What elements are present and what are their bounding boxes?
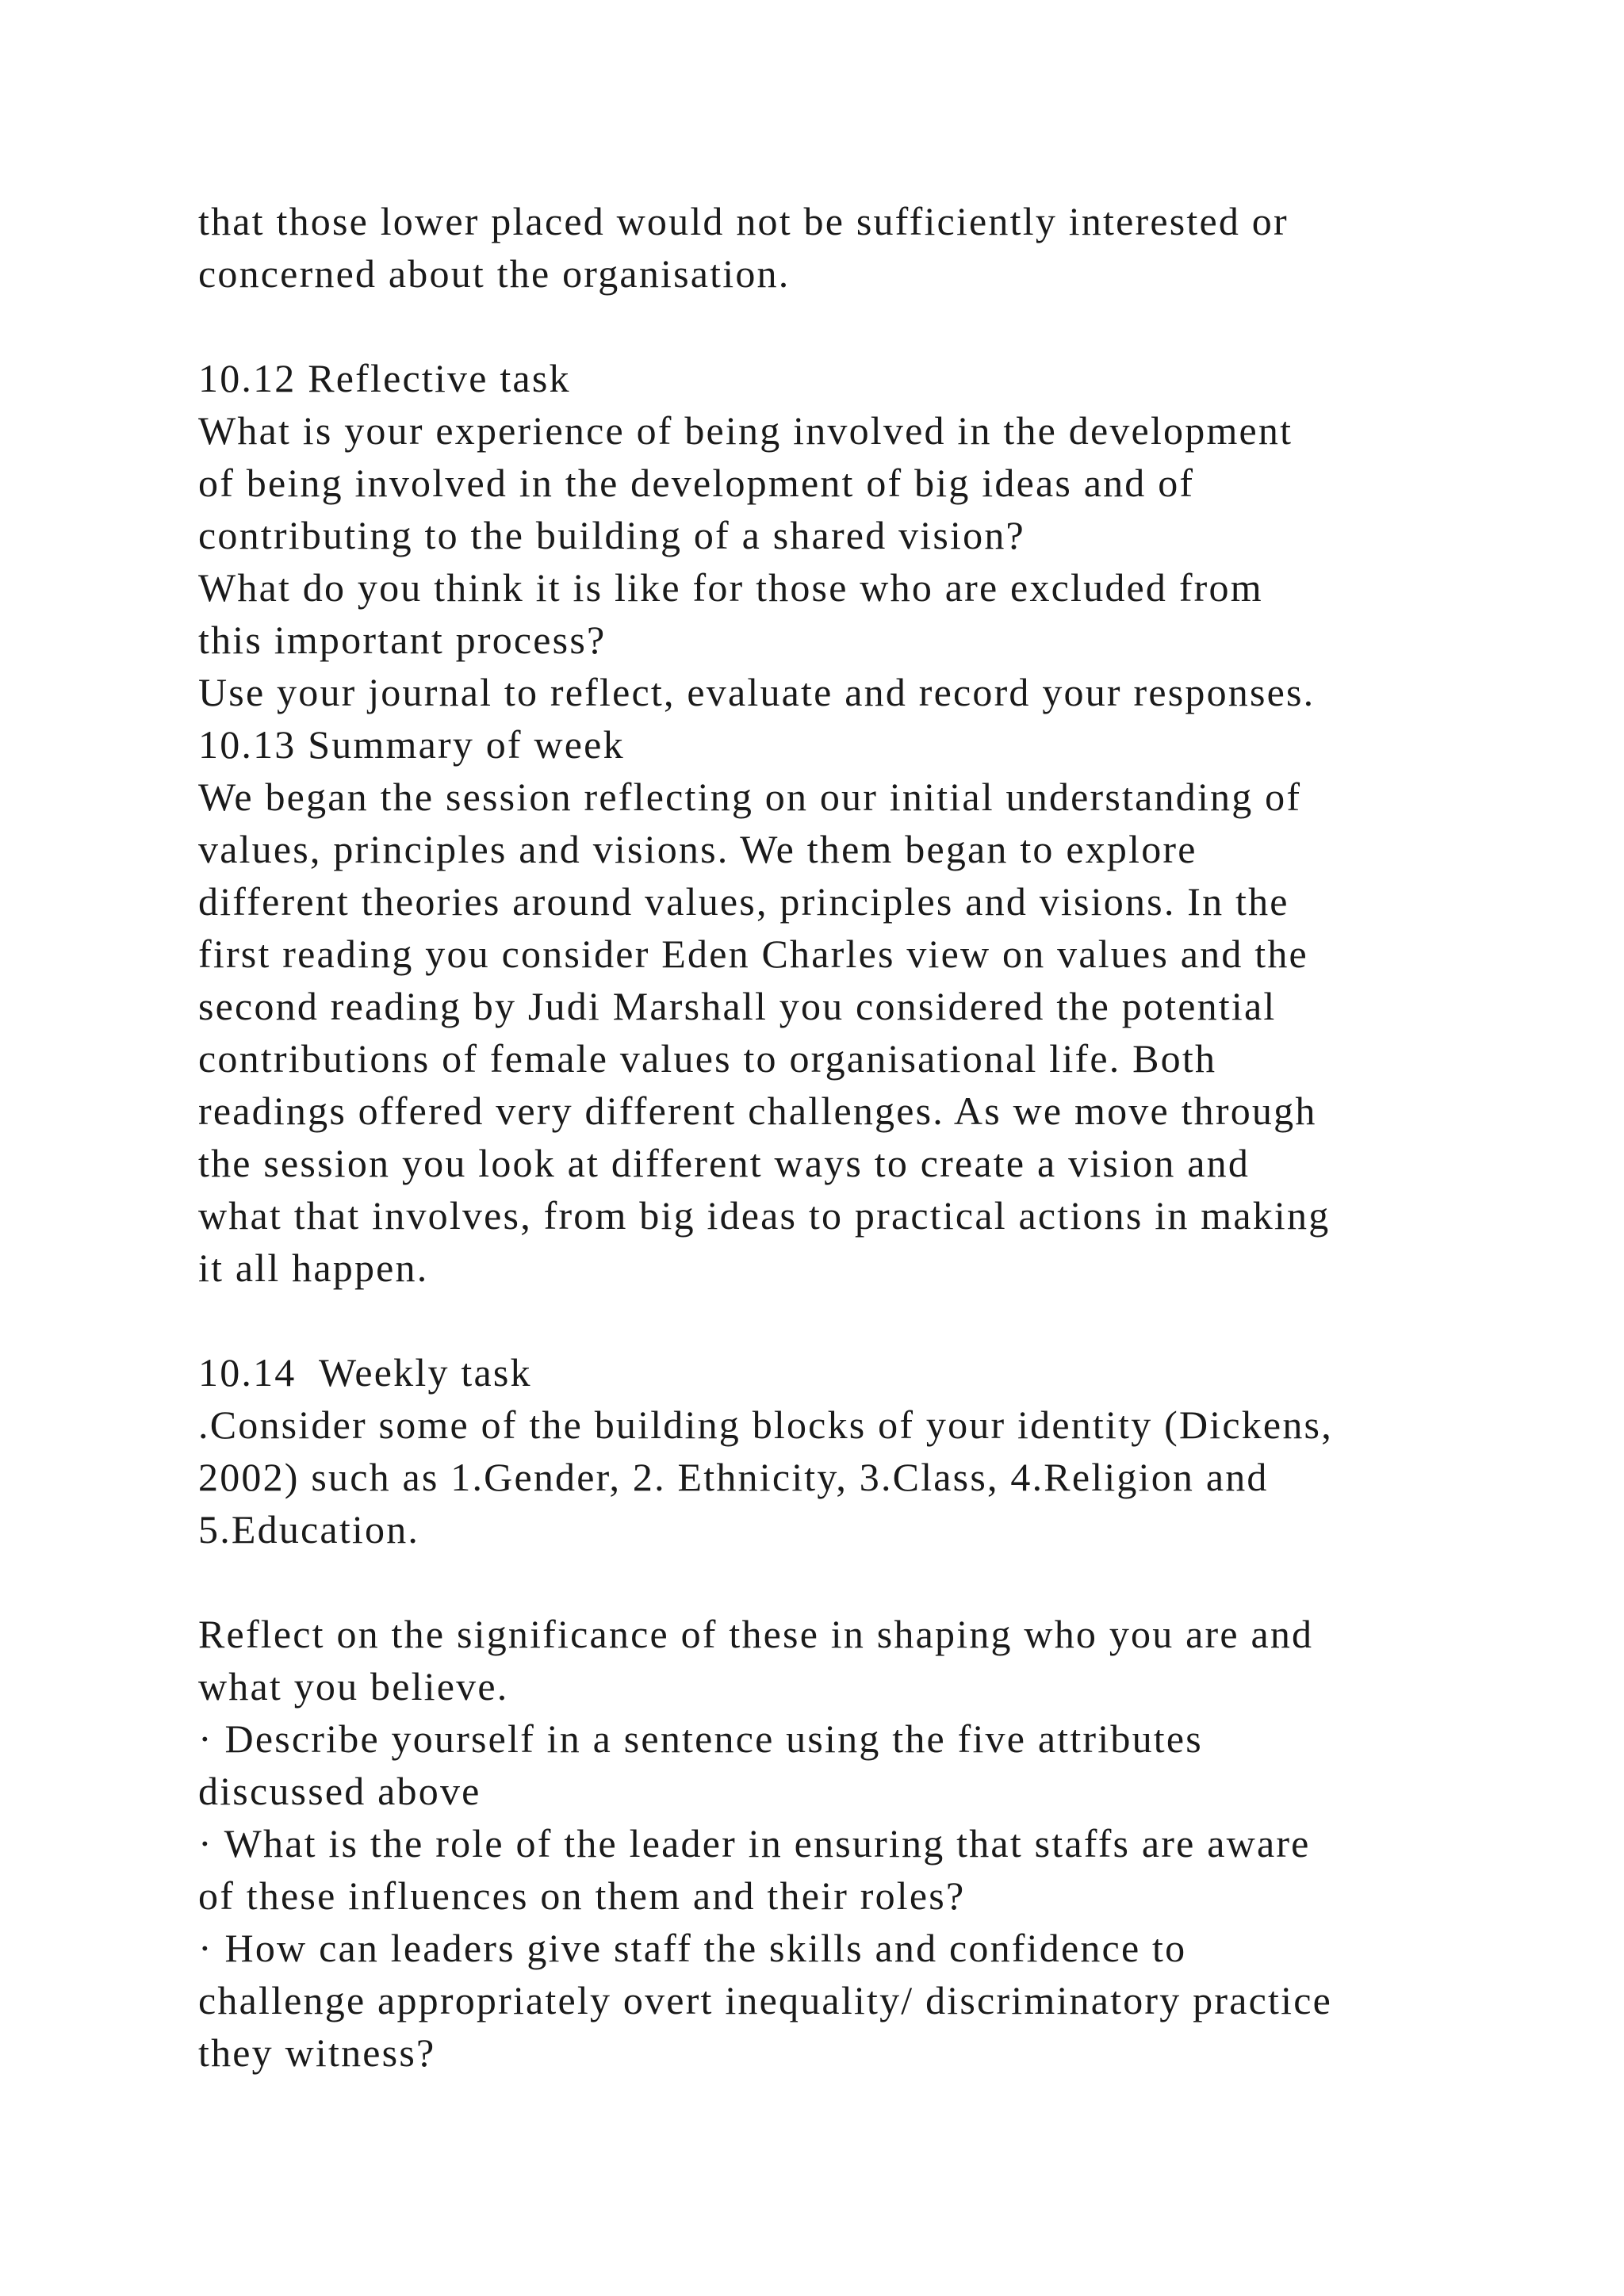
text-line: this important process?: [198, 618, 607, 662]
text-line: what you believe.: [198, 1664, 509, 1709]
text-line: they witness?: [198, 2030, 436, 2075]
text-line: it all happen.: [198, 1246, 429, 1290]
bullet-line: · What is the role of the leader in ensuring that staffs are aware: [198, 1821, 1311, 1866]
text-line: contributions of female values to organisational life. Both: [198, 1036, 1217, 1081]
text-line: Reflect on the significance of these in shaping who you are and: [198, 1612, 1314, 1656]
text-line: different theories around values, principles and visions. In the: [198, 879, 1289, 924]
section-heading-reflective-task: 10.12 Reflective task: [198, 356, 571, 400]
text-line: second reading by Judi Marshall you considered the potential: [198, 984, 1277, 1028]
text-line: Use your journal to reflect, evaluate and record your responses.: [198, 670, 1316, 714]
text-line: first reading you consider Eden Charles view on values and the: [198, 932, 1308, 976]
section-heading-weekly-task: 10.14 Weekly task: [198, 1350, 532, 1395]
text-line: concerned about the organisation.: [198, 251, 791, 296]
text-line: discussed above: [198, 1769, 481, 1813]
text-line: .Consider some of the building blocks of your identity (Dickens,: [198, 1402, 1333, 1447]
document-page: [198, 195, 1546, 2079]
blank-line: [198, 1294, 1546, 1346]
text-line: challenge appropriately overt inequality/ discriminatory practice: [198, 1978, 1332, 2022]
text-line: 2002) such as 1.Gender, 2. Ethnicity, 3.Class, 4.Religion and: [198, 1455, 1269, 1499]
text-line: of these influences on them and their roles?: [198, 1873, 966, 1918]
text-line: What do you think it is like for those who are excluded from: [198, 565, 1263, 610]
text-line: values, principles and visions. We them began to explore: [198, 827, 1197, 871]
bullet-line: · Describe yourself in a sentence using the five attributes: [198, 1716, 1203, 1761]
text-line: that those lower placed would not be sufficiently interested or: [198, 199, 1289, 243]
blank-line: [198, 300, 1546, 352]
text-line: 5.Education.: [198, 1507, 420, 1552]
text-line: readings offered very different challenges. As we move through: [198, 1089, 1317, 1133]
text-line: of being involved in the development of big ideas and of: [198, 461, 1195, 505]
blank-line: [198, 1556, 1546, 1608]
text-line: contributing to the building of a shared vision?: [198, 513, 1025, 557]
bullet-line: · How can leaders give staff the skills and confidence to: [198, 1926, 1187, 1970]
section-heading-summary-of-week: 10.13 Summary of week: [198, 722, 625, 767]
text-line: What is your experience of being involved in the development: [198, 408, 1293, 453]
text-line: We began the session reflecting on our initial understanding of: [198, 775, 1302, 819]
text-line: the session you look at different ways to create a vision and: [198, 1141, 1251, 1185]
text-line: what that involves, from big ideas to practical actions in making: [198, 1193, 1331, 1238]
